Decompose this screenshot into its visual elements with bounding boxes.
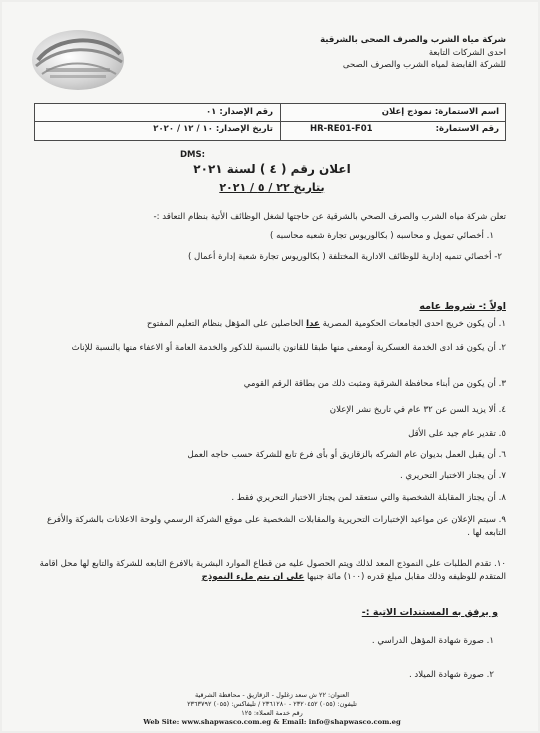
condition-item: ١٠. تقدم الطلبات على النموذج المعد لذلك ويتم الحصول عليه من قطاع الموارد البشرية بالافرع التابعه للشركة والتابع لها محل اقامة المتقدم للوظيفه وذلك مقابل مبلغ قدره (١٠٠) مائة جنيها على ان يتم ملء النموذج xyxy=(39,559,506,582)
form-info-box xyxy=(34,103,506,141)
footer-address: العنوان: ٢٢ ش سعد زغلول - الزقازيق - محافظة الشرقية xyxy=(194,691,350,699)
condition-item: ٣. أن يكون من أبناء محافظة الشرقية ومثبت ذلك من بطاقة الرقم القومي xyxy=(243,379,506,389)
announcement-title: اعلان رقم ( ٤ ) لسنة ٢٠٢١ xyxy=(193,162,351,176)
company-name: شركة مياه الشرب والصرف الصحى بالشرقية xyxy=(320,35,506,45)
section-general-conditions: اولاً :- شروط عامه xyxy=(419,301,506,312)
form-number-value: HR-RE01-F01 xyxy=(310,124,373,134)
footer-phone: تليفون: (٠٥٥) ٢٣٢٠٤٥٢ - ٢٣٦١٢٨٠ / تليفاكس: (٠٥٥) ٢٣٦٣٧٩٢ xyxy=(187,700,357,708)
condition-item: ٩. سيتم الإعلان عن مواعيد الإختبارات التحريرية والمقابلات الشخصية على موقع الشركة الرسمي ولوحة الاعلانات بالشركة والأفرع التابعه لها . xyxy=(47,515,506,538)
condition-item: ٨. أن يجتاز المقابلة الشخصية والتي ستعقد لمن يجتاز الاختبار التحريري فقط . xyxy=(231,493,506,503)
intro-text: تعلن شركة مياه الشرب والصرف الصحي بالشرقية عن حاجتها لشغل الوظائف الأتية بنظام التعاقد :- xyxy=(153,212,506,222)
document-item: ٢. صورة شهادة الميلاد . xyxy=(408,670,494,680)
announcement-date: بتاريخ ٢٢ / ٥ / ٢٠٢١ xyxy=(219,181,325,194)
footer-web-email: Web Site: www.shapwasco.com.eg & Email: info@shapwasco.com.eg xyxy=(143,718,401,726)
condition-item: ٥. تقدير عام جيد على الأقل xyxy=(408,429,506,439)
company-line2: احدى الشركات التابعة xyxy=(428,48,506,58)
condition-item: ٦. أن يقبل العمل بديوان عام الشركه بالزقازيق أو بأى فرع تابع للشركة حسب حاجه العمل xyxy=(187,450,506,460)
issue-date: تاريخ الإصدار: ١٠ / ١٢ / ٢٠٢٠ xyxy=(153,124,273,134)
section-documents: و يرفق به المستندات الاتية :- xyxy=(361,607,498,618)
issue-number: رقم الإصدار: ٠١ xyxy=(205,107,273,117)
condition-item: ١. أن يكون خريج احدى الجامعات الحكومية المصرية عدا الحاصلين على المؤهل بنظام التعليم المفتوح xyxy=(146,319,506,329)
job-item: ١. أخصائي تمويل و محاسبه ( بكالوريوس تجارة شعبه محاسبه ) xyxy=(270,231,494,241)
company-line3: للشركة القابضة لمياه الشرب والصرف الصحى xyxy=(342,60,506,70)
condition-emphasis: على ان يتم ملء النموذج xyxy=(201,572,305,582)
form-name: اسم الاستمارة: نموذج إعلان xyxy=(381,107,499,117)
document-page xyxy=(2,2,538,731)
condition-emphasis: عدا xyxy=(306,319,320,329)
company-logo xyxy=(32,30,124,90)
condition-item: ٢. أن يكون قد ادى الخدمة العسكرية أومعفى منها طبقا للقانون بالنسبة للذكور والخدمة العامة أو الاعفاء منها بالنسبة للإناث xyxy=(71,343,506,353)
condition-item: ٧. أن يجتاز الاختبار التحريري . xyxy=(399,471,506,481)
form-number-label: رقم الاستمارة: xyxy=(435,124,499,134)
document-item: ١. صورة شهادة المؤهل الدراسي . xyxy=(371,636,494,646)
footer-hotline: رقم خدمة العملاء: ١٢٥ xyxy=(241,709,303,717)
condition-item: ٤. ألا يزيد السن عن ٣٢ عام في تاريخ نشر الإعلان xyxy=(329,405,506,415)
dms-label: DMS: xyxy=(180,150,206,160)
job-item: ٢- أخصائي تنميه إدارية للوظائف الادارية المختلفة ( بكالوريوس تجارة شعبة إدارة أعمال ) xyxy=(187,252,502,262)
